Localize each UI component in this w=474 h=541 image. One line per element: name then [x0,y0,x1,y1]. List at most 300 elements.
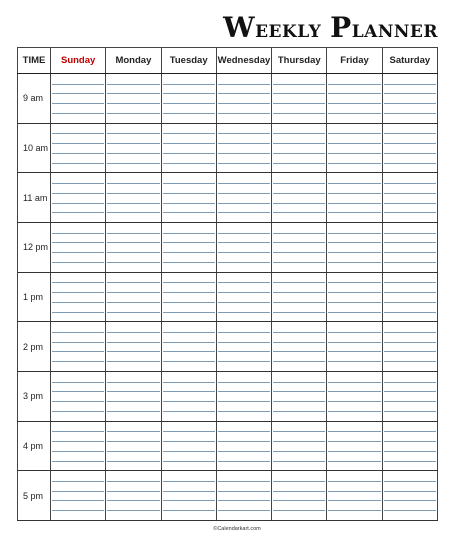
writing-line [273,93,325,94]
writing-line [273,183,325,184]
writing-line [52,431,104,432]
writing-line [52,332,104,333]
writing-line [384,332,436,333]
writing-line [107,242,159,243]
footer-credit: ©Calendarkart.com [213,526,261,532]
writing-line [384,491,436,492]
writing-line [52,233,104,234]
time-label: 9 am [18,74,51,124]
writing-line [328,312,380,313]
writing-line [328,252,380,253]
planner-slot[interactable] [106,371,161,421]
writing-line [273,481,325,482]
planner-slot[interactable] [382,471,437,521]
writing-line [163,292,215,293]
planner-slot[interactable] [161,471,216,521]
time-row [18,322,438,372]
planner-slot[interactable] [51,173,106,223]
writing-line [384,411,436,412]
writing-line [328,332,380,333]
writing-line [52,153,104,154]
writing-line [328,183,380,184]
writing-line [328,461,380,462]
writing-line [273,292,325,293]
writing-line [218,143,270,144]
writing-line [384,252,436,253]
writing-line [163,252,215,253]
writing-line [273,233,325,234]
writing-line [107,153,159,154]
writing-line [218,491,270,492]
writing-line [163,84,215,85]
writing-line [218,163,270,164]
writing-line [52,361,104,362]
writing-line [163,441,215,442]
writing-line [273,84,325,85]
writing-line [163,401,215,402]
planner-slot[interactable] [51,421,106,471]
planner-slot[interactable] [51,272,106,322]
day-header-sunday: Sunday [51,48,106,74]
writing-line [163,431,215,432]
writing-line [384,361,436,362]
writing-line [218,252,270,253]
time-label: 2 pm [18,322,51,372]
writing-line [163,411,215,412]
writing-line [52,441,104,442]
writing-line [273,302,325,303]
writing-line [52,203,104,204]
writing-line [163,103,215,104]
writing-line [163,113,215,114]
writing-line [384,292,436,293]
writing-line [163,143,215,144]
writing-line [328,351,380,352]
writing-line [163,382,215,383]
writing-line [384,262,436,263]
writing-line [107,103,159,104]
writing-line [273,391,325,392]
planner-slot[interactable] [51,322,106,372]
writing-line [273,133,325,134]
writing-line [218,262,270,263]
time-row [18,123,438,173]
writing-line [384,302,436,303]
title-initial-2: P [330,11,352,44]
writing-line [384,312,436,313]
writing-line [273,242,325,243]
planner-slot[interactable] [327,272,382,322]
writing-line [218,84,270,85]
writing-line [328,282,380,283]
writing-line [52,143,104,144]
writing-line [384,163,436,164]
planner-slot[interactable] [382,272,437,322]
writing-line [384,93,436,94]
day-header-thursday: Thursday [272,48,327,74]
planner-slot[interactable] [216,74,271,124]
day-header-monday: Monday [106,48,161,74]
planner-title [223,11,438,44]
writing-line [218,391,270,392]
planner-slot[interactable] [272,123,327,173]
writing-line [273,510,325,511]
writing-line [163,312,215,313]
writing-line [107,113,159,114]
writing-line [273,163,325,164]
writing-line [273,332,325,333]
writing-line [107,302,159,303]
day-header-friday: Friday [327,48,382,74]
writing-line [328,401,380,402]
time-row [18,272,438,322]
writing-line [384,153,436,154]
writing-line [328,212,380,213]
writing-line [52,292,104,293]
planner-slot[interactable] [106,421,161,471]
writing-line [52,183,104,184]
writing-line [163,163,215,164]
writing-line [328,500,380,501]
writing-line [273,401,325,402]
writing-line [328,510,380,511]
writing-line [328,441,380,442]
planner-slot[interactable] [272,371,327,421]
writing-line [218,103,270,104]
writing-line [163,212,215,213]
writing-line [218,451,270,452]
planner-slot[interactable] [51,471,106,521]
writing-line [328,143,380,144]
writing-line [52,481,104,482]
writing-line [163,203,215,204]
planner-slot[interactable] [216,173,271,223]
planner-slot[interactable] [327,123,382,173]
writing-line [328,113,380,114]
time-label: 5 pm [18,471,51,521]
writing-line [328,361,380,362]
planner-slot[interactable] [106,471,161,521]
writing-line [384,133,436,134]
planner-slot[interactable] [51,222,106,272]
writing-line [107,292,159,293]
writing-line [273,461,325,462]
writing-line [52,351,104,352]
writing-line [384,481,436,482]
writing-line [52,262,104,263]
writing-line [218,302,270,303]
planner-slot[interactable] [382,371,437,421]
planner-slot[interactable] [272,173,327,223]
writing-line [107,510,159,511]
planner-slot[interactable] [161,222,216,272]
writing-line [107,203,159,204]
writing-line [107,411,159,412]
planner-slot[interactable] [272,74,327,124]
writing-line [218,510,270,511]
writing-line [107,233,159,234]
writing-line [384,382,436,383]
writing-line [107,391,159,392]
writing-line [52,391,104,392]
writing-line [328,391,380,392]
writing-line [218,351,270,352]
writing-line [273,411,325,412]
planner-slot[interactable] [327,421,382,471]
writing-line [163,233,215,234]
planner-slot[interactable] [272,421,327,471]
planner-slot[interactable] [216,421,271,471]
writing-line [52,302,104,303]
planner-slot[interactable] [161,322,216,372]
writing-line [328,203,380,204]
writing-line [218,233,270,234]
writing-line [328,382,380,383]
writing-line [107,401,159,402]
writing-line [273,203,325,204]
writing-line [328,481,380,482]
day-header-tuesday: Tuesday [161,48,216,74]
writing-line [218,133,270,134]
writing-line [384,113,436,114]
planner-slot[interactable] [51,123,106,173]
title-rest-2: lanner [351,14,438,43]
writing-line [218,203,270,204]
writing-line [218,93,270,94]
writing-line [384,401,436,402]
time-label: 1 pm [18,272,51,322]
writing-line [328,411,380,412]
writing-line [328,233,380,234]
writing-line [163,481,215,482]
writing-line [52,451,104,452]
writing-line [52,133,104,134]
writing-line [163,351,215,352]
writing-line [273,382,325,383]
writing-line [218,401,270,402]
writing-line [107,500,159,501]
writing-line [384,342,436,343]
writing-line [163,500,215,501]
writing-line [52,312,104,313]
planner-slot[interactable] [161,272,216,322]
planner-slot[interactable] [216,471,271,521]
time-label: 3 pm [18,371,51,421]
writing-line [107,282,159,283]
writing-line [273,252,325,253]
writing-line [328,451,380,452]
planner-slot[interactable] [161,173,216,223]
planner-slot[interactable] [51,74,106,124]
writing-line [163,451,215,452]
time-row [18,471,438,521]
writing-line [107,351,159,352]
writing-line [384,461,436,462]
time-row [18,222,438,272]
planner-slot[interactable] [106,222,161,272]
planner-slot[interactable] [327,74,382,124]
writing-line [218,382,270,383]
writing-line [52,401,104,402]
planner-slot[interactable] [327,173,382,223]
planner-slot[interactable] [106,123,161,173]
writing-line [273,361,325,362]
writing-line [273,212,325,213]
writing-line [107,84,159,85]
writing-line [384,84,436,85]
planner-slot[interactable] [216,322,271,372]
planner-slot[interactable] [382,322,437,372]
writing-line [218,481,270,482]
writing-line [273,431,325,432]
writing-line [163,361,215,362]
planner-slot[interactable] [106,322,161,372]
writing-line [52,103,104,104]
planner-slot[interactable] [327,222,382,272]
writing-line [163,302,215,303]
time-header: TIME [18,48,51,74]
planner-slot[interactable] [382,123,437,173]
planner-slot[interactable] [106,74,161,124]
writing-line [218,441,270,442]
writing-line [384,212,436,213]
writing-line [328,93,380,94]
writing-line [107,342,159,343]
writing-line [218,411,270,412]
time-label: 10 am [18,123,51,173]
planner-slot[interactable] [327,371,382,421]
writing-line [107,481,159,482]
writing-line [52,500,104,501]
writing-line [384,282,436,283]
writing-line [107,193,159,194]
writing-line [273,143,325,144]
writing-line [163,391,215,392]
writing-line [218,500,270,501]
planner-slot[interactable] [272,471,327,521]
planner-slot[interactable] [382,421,437,471]
planner-slot[interactable] [106,272,161,322]
writing-line [163,510,215,511]
writing-line [384,441,436,442]
writing-line [384,203,436,204]
writing-line [384,183,436,184]
writing-line [218,153,270,154]
writing-line [163,491,215,492]
writing-line [107,133,159,134]
time-label: 4 pm [18,421,51,471]
planner-slot[interactable] [216,272,271,322]
planner-slot[interactable] [382,74,437,124]
writing-line [218,461,270,462]
writing-line [163,342,215,343]
writing-line [328,193,380,194]
writing-line [107,461,159,462]
writing-line [163,133,215,134]
writing-line [107,143,159,144]
planner-slot[interactable] [272,272,327,322]
writing-line [218,312,270,313]
writing-line [52,382,104,383]
planner-slot[interactable] [327,471,382,521]
writing-line [52,242,104,243]
writing-line [384,510,436,511]
writing-line [163,93,215,94]
writing-line [107,491,159,492]
writing-line [52,342,104,343]
writing-line [328,84,380,85]
planner-slot[interactable] [216,222,271,272]
writing-line [52,84,104,85]
planner-slot[interactable] [106,173,161,223]
writing-line [163,332,215,333]
time-row [18,421,438,471]
writing-line [384,451,436,452]
writing-line [328,163,380,164]
writing-line [273,312,325,313]
planner-slot[interactable] [161,123,216,173]
time-row [18,173,438,223]
writing-line [384,233,436,234]
writing-line [384,431,436,432]
writing-line [273,351,325,352]
writing-line [273,451,325,452]
writing-line [52,252,104,253]
writing-line [273,113,325,114]
planner-slot[interactable] [382,173,437,223]
writing-line [218,212,270,213]
writing-line [163,262,215,263]
planner-slot[interactable] [216,123,271,173]
planner-slot[interactable] [161,74,216,124]
writing-line [384,391,436,392]
writing-line [107,163,159,164]
writing-line [52,411,104,412]
planner-slot[interactable] [161,371,216,421]
planner-slot[interactable] [161,421,216,471]
writing-line [218,193,270,194]
writing-line [107,212,159,213]
writing-line [107,431,159,432]
planner-slot[interactable] [216,371,271,421]
writing-line [107,332,159,333]
writing-line [218,183,270,184]
writing-line [384,143,436,144]
writing-line [52,163,104,164]
writing-line [273,262,325,263]
planner-slot[interactable] [51,371,106,421]
writing-line [107,93,159,94]
writing-line [273,441,325,442]
writing-line [52,113,104,114]
writing-line [384,500,436,501]
header-row [18,48,438,74]
writing-line [273,282,325,283]
writing-line [328,292,380,293]
planner-slot[interactable] [382,222,437,272]
time-label: 12 pm [18,222,51,272]
planner-grid [17,47,438,521]
writing-line [163,193,215,194]
writing-line [52,461,104,462]
planner-slot[interactable] [327,322,382,372]
writing-line [218,332,270,333]
writing-line [384,351,436,352]
planner-slot[interactable] [272,222,327,272]
planner-slot[interactable] [272,322,327,372]
writing-line [52,193,104,194]
writing-line [163,153,215,154]
